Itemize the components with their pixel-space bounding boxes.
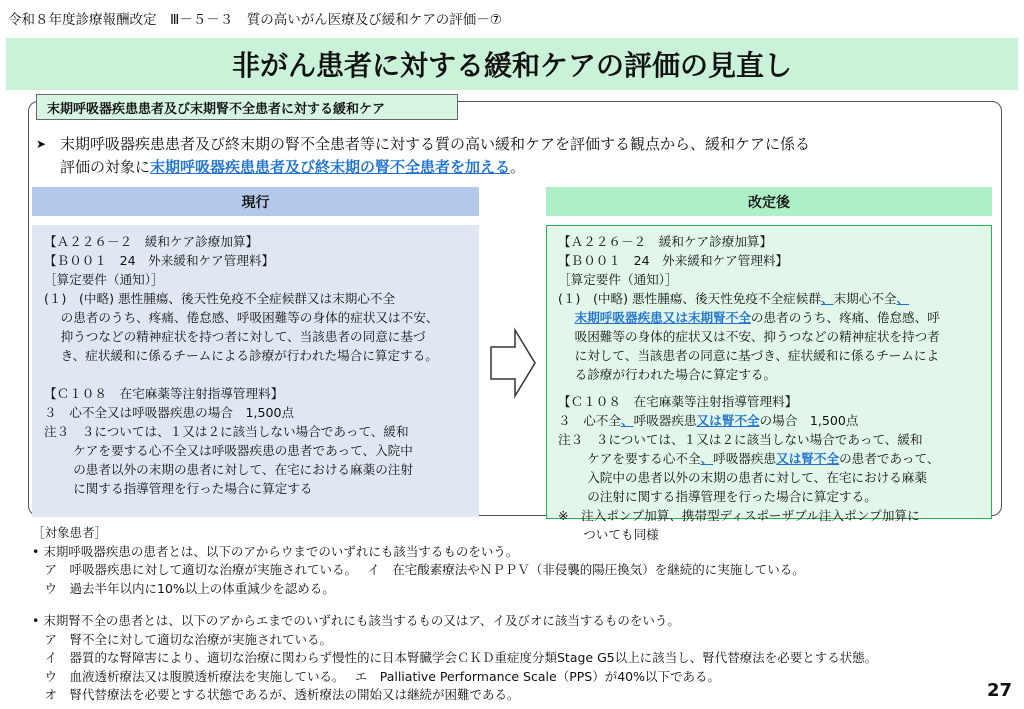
revised-text (558, 232, 940, 544)
current-line: ［算定要件（通知）］ (44, 272, 164, 287)
revised-line: ついても同様 (558, 527, 659, 542)
intro-paragraph (36, 133, 998, 179)
revised-text-span: 末期心不全 (833, 291, 897, 306)
page-number: 27 (986, 680, 1012, 701)
current-panel (32, 225, 479, 517)
current-line: (１) (中略) 悪性腫瘍、後天性免疫不全症候群又は末期心不全 (44, 291, 396, 306)
revised-line: に対して、当該患者の同意に基づき、症状緩和に係るチームによ (558, 348, 940, 363)
bottom-line: ウ 過去半年以内に10%以上の体重減少を認める。 (32, 580, 335, 596)
header-breadcrumb: 令和８年度診療報酬改定 Ⅲ－５－３ 質の高いがん医療及び緩和ケアの評価－⑦ (8, 12, 502, 28)
revised-line: ※ 注入ポンプ加算、携帯型ディスポーザブル注入ポンプ加算に (558, 508, 920, 523)
bottom-line: ア 腎不全に対して適切な治療が実施されている。 (32, 631, 333, 647)
revised-line: る診療が行われた場合に算定する。 (558, 367, 777, 382)
current-line: の患者のうち、疼痛、倦怠感、呼吸困難等の身体的症状又は不安、 (44, 310, 439, 325)
intro-line-2-post: 。 (510, 158, 526, 176)
revised-text-span (558, 310, 575, 325)
revised-change: 、 (896, 291, 910, 306)
section-tab: 末期呼吸器疾患患者及び末期腎不全患者に対する緩和ケア (36, 94, 458, 120)
revised-text-span: の場合 1,500点 (759, 413, 859, 428)
bottom-line: オ 腎代替療法を必要とする状態であるが、透析療法の開始又は継続が困難である。 (32, 687, 520, 702)
revised-change: 、 (700, 451, 714, 466)
intro-line-2-pre: 評価の対象に (60, 158, 151, 176)
revised-line: 入院中の患者以外の末期の患者に対して、在宅における麻薬 (558, 470, 927, 485)
revised-change: 、 (820, 291, 834, 306)
intro-line-1: 末期呼吸器疾患患者及び終末期の腎不全患者等に対する質の高い緩和ケアを評価する観点から、緩和ケアに係る (60, 135, 811, 153)
revised-text-span: の患者であって、 (839, 451, 940, 466)
revised-line (558, 449, 940, 468)
current-line: 【Ｃ１０８ 在宅麻薬等注射指導管理料】 (44, 386, 284, 401)
revised-change: 又は腎不全 (776, 451, 840, 466)
revised-text-span: (１) (中略) 悪性腫瘍、後天性免疫不全症候群 (558, 291, 821, 306)
target-patients-section (32, 524, 1012, 705)
page-title: 非がん患者に対する緩和ケアの評価の見直し (231, 49, 792, 82)
bottom-line: • 末期呼吸器疾患の患者とは、以下のアからウまでのいずれにも該当するものをいう。 (32, 543, 519, 559)
intro-highlight: 末期呼吸器疾患患者及び終末期の腎不全患者を加える (150, 158, 511, 176)
bottom-line (32, 598, 1012, 612)
current-line: 抑うつなどの精神症状を持つ者に対して、当該患者の同意に基づ (44, 329, 426, 344)
current-line: に関する指導管理を行った場合に算定する (44, 481, 313, 496)
bottom-line: イ 器質的な腎障害により、適切な治療に関わらず慢性的に日本腎臓学会ＣＫＤ重症度分類Stage G5以上に該当し、腎代替療法を必要とする状態。 (32, 650, 878, 665)
current-line: の患者以外の末期の患者に対して、在宅における麻薬の注射 (44, 462, 413, 477)
revised-line: の注射に関する指導管理を行った場合に算定する。 (558, 489, 877, 504)
bottom-line: ウ 血液透析療法又は腹膜透析療法を実施している。 エ Palliative Performance Scale（PPS）が40%以下である。 (32, 668, 720, 684)
revised-change: 、 (620, 413, 634, 428)
revised-line: 【Ｃ１０８ 在宅麻薬等注射指導管理料】 (558, 394, 798, 409)
current-line: き、症状緩和に係るチームによる診療が行われた場合に算定する。 (44, 348, 438, 363)
right-arrow-icon (489, 327, 537, 399)
bottom-line: • 末期腎不全の患者とは、以下のアからエまでのいずれにも該当するもの又はア、イ及びオに該当するものをいう。 (32, 613, 680, 628)
revised-line (558, 411, 940, 430)
revised-line: 【Ａ２２６－２ 緩和ケア診療加算】 (558, 234, 773, 249)
revised-header-label: 改定後 (748, 194, 790, 211)
title-bar (6, 38, 1018, 90)
revised-line: 【Ｂ００１ 24 外来緩和ケア管理料】 (558, 253, 789, 268)
revised-change: 末期呼吸器疾患又は末期腎不全 (574, 310, 751, 325)
revised-line: 注３ ３については、１又は２に該当しない場合であって、緩和 (558, 432, 923, 447)
current-line: ３ 心不全又は呼吸器疾患の場合 1,500点 (44, 405, 295, 420)
current-header-label: 現行 (241, 194, 270, 211)
revised-panel (546, 225, 992, 542)
revised-change: 又は腎不全 (696, 413, 760, 428)
current-text (44, 232, 438, 498)
bottom-line: ［対象患者］ (32, 525, 108, 540)
revised-text-span: ケアを要する心不全 (558, 451, 701, 466)
current-line: ケアを要する心不全又は呼吸器疾患の患者であって、入院中 (44, 443, 413, 458)
revised-line (558, 308, 940, 327)
current-line: 【Ｂ００１ 24 外来緩和ケア管理料】 (44, 253, 275, 268)
bottom-line: ア 呼吸器疾患に対して適切な治療が実施されている。 イ 在宅酸素療法やＮＰＰＶ（非侵襲的陽圧換気）を継続的に実施している。 (32, 562, 805, 577)
revised-header (546, 187, 992, 216)
current-line: 注３ ３については、１又は２に該当しない場合であって、緩和 (44, 424, 409, 439)
revised-text-span: 呼吸器疾患 (713, 451, 777, 466)
revised-text-span: ３ 心不全 (558, 413, 621, 428)
revised-line (558, 289, 940, 308)
current-line: 【Ａ２２６－２ 緩和ケア診療加算】 (44, 234, 259, 249)
revised-text-span: の患者のうち、疼痛、倦怠感、呼 (750, 310, 940, 325)
current-header (32, 187, 479, 216)
current-line (44, 365, 438, 384)
revised-text-span: 呼吸器疾患 (633, 413, 697, 428)
revised-line: 吸困難等の身体的症状又は不安、抑うつなどの精神症状を持つ者 (558, 329, 940, 344)
arrow-bullet-icon: ➤ (36, 137, 47, 151)
revised-line: ［算定要件（通知）］ (558, 272, 678, 287)
